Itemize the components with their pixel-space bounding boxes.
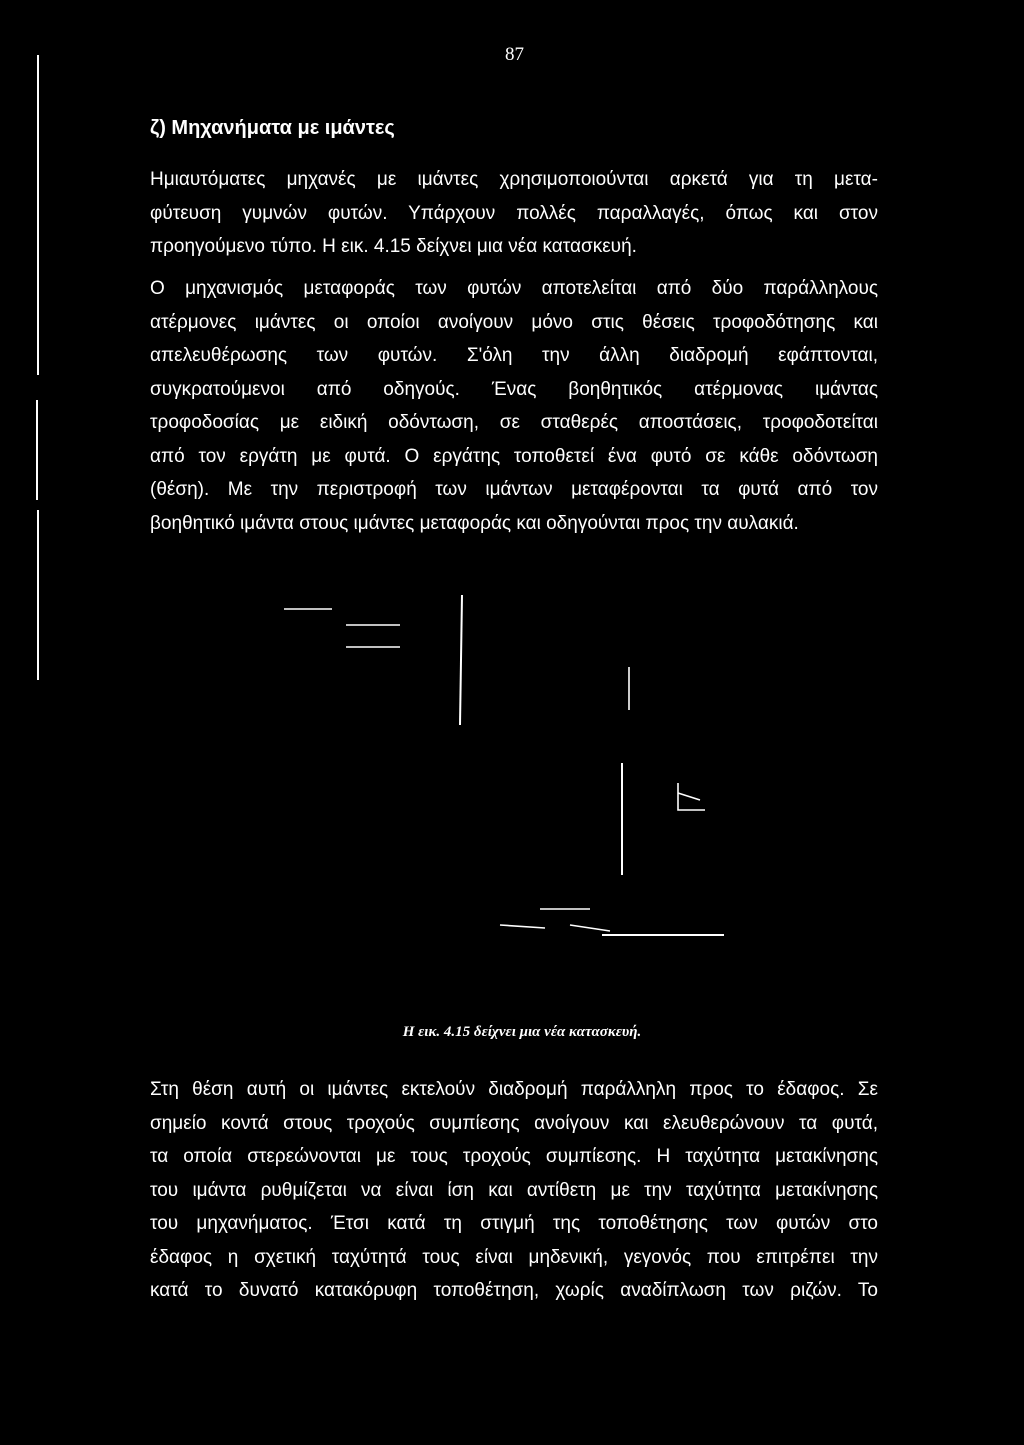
text-line: Ημιαυτόματες μηχανές με ιμάντες χρησιμοποιούνται αρκετά για τη μετα- [150, 169, 878, 190]
text-line: του ιμάντα ρυθμίζεται να είναι ίση και αντίθετη με την ταχύτητα μετακίνησης [150, 1179, 878, 1201]
text-line: Στη θέση αυτή οι ιμάντες εκτελούν διαδρομή παράλληλη προς το έδαφος. Σε [150, 1079, 878, 1100]
text-line: συγκρατούμενοι από οδηγούς. Ένας βοηθητικός ατέρμονας ιμάντας [150, 378, 878, 400]
text-line: φύτευση γυμνών φυτών. Υπάρχουν πολλές παραλλαγές, όπως και στον [150, 202, 878, 224]
scan-margin-line-top [37, 55, 39, 375]
text-line: προηγούμενο τύπο. Η εικ. 4.15 δείχνει μια νέα κατασκευή. [150, 236, 637, 257]
figure-caption: Η εικ. 4.15 δείχνει μια νέα κατασκευή. [402, 1024, 642, 1040]
paragraph-mechanism [150, 272, 878, 540]
paragraph-intro [150, 163, 878, 264]
text-line: τα οποία στερεώνονται με τους τροχούς συμπίεσης. Η ταχύτητα μετακίνησης [150, 1146, 878, 1167]
text-line: κατά το δυνατό κατακόρυφη τοποθέτηση, χωρίς αναδίπλωση των ριζών. Το [150, 1280, 878, 1301]
figure-drawing [280, 595, 740, 945]
figure-4-15 [280, 595, 740, 945]
paragraph-ground-travel [150, 1073, 878, 1308]
text-line: βοηθητικό ιμάντα στους ιμάντες μεταφοράς και οδηγούνται προς την αυλακιά. [150, 512, 799, 534]
text-line: σημείο κοντά στους τροχούς συμπίεσης ανοίγουν και ελευθερώνουν τα φυτά, [150, 1112, 878, 1134]
section-heading: ζ) Μηχανήματα με ιμάντες [150, 117, 395, 139]
text-line: Ο μηχανισμός μεταφοράς των φυτών αποτελείται από δύο παράλληλους [150, 278, 878, 299]
text-line: από τον εργάτη με φυτά. Ο εργάτης τοποθετεί ένα φυτό σε κάθε οδόντωση [150, 445, 878, 467]
page-number: 87 [505, 44, 524, 65]
figure-stroke [570, 925, 610, 931]
text-line: απελευθέρωσης των φυτών. Σ'όλη την άλλη διαδρομή εφάπτονται, [150, 345, 878, 366]
text-line: (θέση). Με την περιστροφή των ιμάντων μεταφέρονται τα φυτά από τον [150, 479, 878, 500]
text-line: τροφοδοσίας με ειδική οδόντωση, σε σταθερές αποστάσεις, τροφοδοτείται [150, 412, 878, 433]
figure-stroke [678, 793, 700, 800]
scan-margin-line-bottom [37, 510, 39, 680]
text-line: έδαφος η σχετική ταχύτητά τους είναι μηδενική, γεγονός που επιτρέπει την [150, 1246, 878, 1268]
text-line: του μηχανήματος. Έτσι κατά τη στιγμή της τοποθέτησης των φυτών στο [150, 1213, 878, 1234]
text-line: ατέρμονες ιμάντες οι οποίοι ανοίγουν μόνο στις θέσεις τροφοδότησης και [150, 311, 878, 333]
scan-margin-line-middle [36, 400, 38, 500]
figure-stroke [500, 925, 545, 928]
figure-stroke [460, 595, 462, 725]
